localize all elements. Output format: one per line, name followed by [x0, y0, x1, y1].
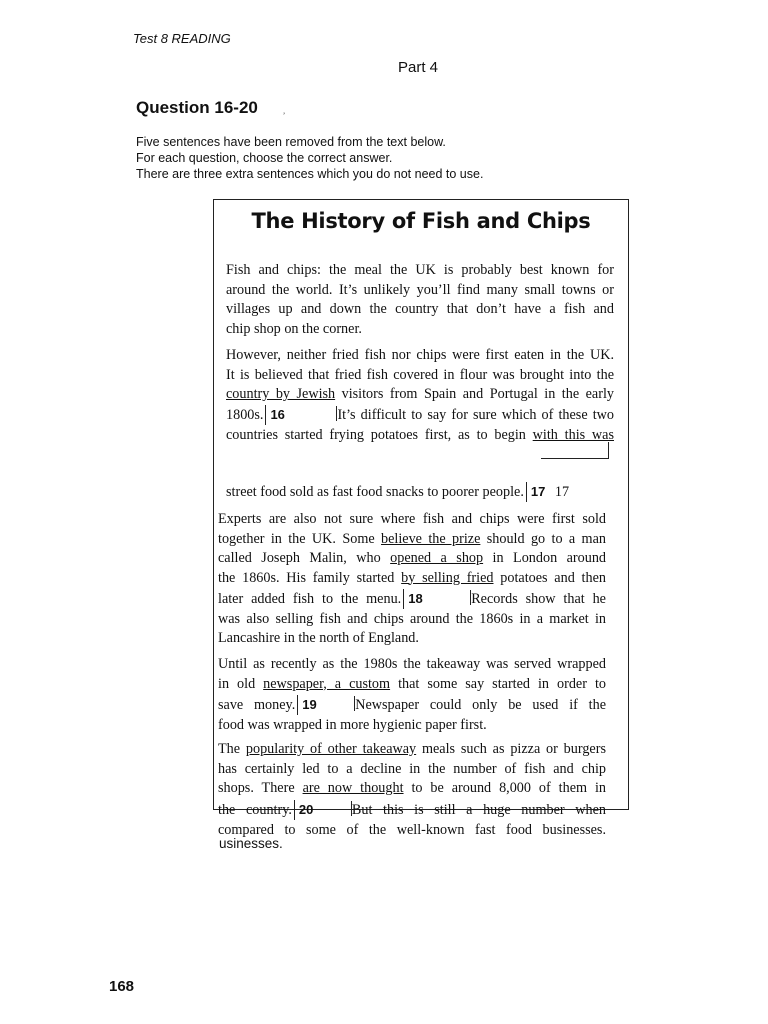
gap-17[interactable]	[526, 482, 549, 502]
text-segment: the country.	[218, 802, 292, 818]
text-segment: shops. There	[218, 780, 303, 796]
article-title: The History of Fish and Chips	[251, 209, 591, 233]
overflow-text: usinesses.	[219, 836, 283, 851]
underlined-text: with this was	[532, 426, 614, 443]
text-segment: It’s difficult to say for sure which of these two	[337, 407, 614, 423]
text-line: villages up and down the country that don’t have a fish and	[226, 301, 614, 317]
text-line: However, neither fried fish nor chips were first eaten in the UK.	[226, 347, 614, 363]
underlined-text: believe the prize	[381, 530, 481, 547]
text-segment: together in the UK. Some	[218, 530, 382, 547]
text-line	[226, 385, 614, 405]
text-segment: 1800s.	[226, 407, 264, 423]
text-segment: should go to a man	[480, 530, 606, 547]
article-box-border	[628, 199, 629, 810]
gap-19[interactable]	[297, 695, 352, 715]
text-segment: later added fish to the menu.	[218, 591, 402, 607]
text-segment: in old	[218, 675, 264, 692]
text-segment: But this is still a huge number when	[351, 802, 606, 818]
text-line: was also selling fish and chips around the 1860s in a market in	[218, 610, 606, 627]
test-label: Test 8 READING	[133, 31, 231, 46]
instruction-line: Five sentences have been removed from the text below.	[136, 135, 446, 149]
page-number: 168	[109, 978, 135, 995]
text-line: Fish and chips: the meal the UK is probably best known for	[226, 262, 614, 278]
text-segment: that some say started in order to	[390, 675, 606, 692]
paragraph-4-cont	[218, 695, 606, 735]
gap-number: 16	[270, 407, 285, 422]
part-label: Part 4	[398, 59, 439, 76]
gap-20[interactable]	[294, 800, 349, 820]
text-line: Experts are also not sure where fish and chips were first sold	[218, 511, 606, 527]
text-line: around the world. It’s unlikely you’ll find many small towns or	[226, 281, 614, 298]
underlined-text: are now thought	[302, 780, 404, 796]
text-line	[218, 695, 606, 716]
gap-number: 20	[298, 802, 314, 817]
paragraph-2-end	[226, 482, 614, 503]
paragraph-3	[218, 510, 606, 588]
text-segment: save money.	[218, 697, 296, 713]
text-line	[218, 740, 606, 760]
gap-number: 18	[408, 591, 423, 606]
text-line	[218, 779, 606, 799]
text-line	[218, 675, 606, 695]
instruction-line: There are three extra sentences which you do not need to use.	[136, 167, 484, 181]
underlined-text: newspaper, a custom	[263, 675, 391, 692]
paragraph-5-cont	[218, 800, 606, 840]
paragraph-1	[226, 261, 614, 339]
text-segment: street food sold as fast food snacks to poorer people.	[226, 484, 524, 500]
text-segment: Records show that he	[471, 591, 606, 607]
instructions	[136, 134, 483, 182]
text-line	[226, 482, 614, 503]
paragraph-3-cont	[218, 589, 606, 649]
text-segment: to be around 8,000 of them in	[403, 780, 607, 796]
text-segment: countries started frying potatoes first, as to begin	[226, 426, 533, 443]
text-line	[218, 800, 606, 821]
paragraph-2-cont	[226, 405, 614, 445]
gap-number: 17	[530, 484, 546, 499]
paragraph-2	[226, 346, 614, 405]
text-line: Until as recently as the 1980s the takeaway was served wrapped	[218, 656, 606, 672]
text-segment: Newspaper could only be used if the	[355, 697, 606, 713]
text-segment: called Joseph Malin, who	[218, 550, 391, 566]
text-line: It is believed that fried fish covered in flour was brought into the	[226, 366, 614, 383]
paragraph-5	[218, 740, 606, 799]
instruction-line: For each question, choose the correct answer.	[136, 151, 393, 165]
paragraph-4	[218, 655, 606, 694]
text-line: chip shop on the corner.	[226, 320, 362, 337]
gap-16[interactable]	[265, 405, 334, 425]
text-segment: 17	[551, 484, 570, 500]
gap-tail-box	[541, 442, 609, 459]
text-line	[218, 589, 606, 610]
text-line: has certainly led to a decline in the number of fish and chip	[218, 760, 606, 777]
text-segment: The	[218, 741, 246, 757]
text-line	[218, 549, 606, 569]
gap-18[interactable]	[403, 589, 468, 609]
underlined-text: by selling fried	[401, 569, 494, 586]
gap-number: 19	[302, 697, 317, 712]
underlined-text: opened a shop	[390, 550, 484, 566]
text-line	[218, 530, 606, 550]
text-segment: the 1860s. His family started	[218, 569, 402, 586]
question-title: Question 16-20	[136, 98, 258, 117]
text-line: food was wrapped in more hygienic paper first.	[218, 716, 487, 733]
text-segment: potatoes and then	[493, 569, 606, 586]
underlined-text: country by Jewish	[226, 386, 336, 402]
underlined-text: popularity of other takeaway	[245, 741, 417, 757]
text-line	[226, 405, 614, 426]
text-line: compared to some of the well-known fast food businesses.	[218, 821, 606, 838]
text-line: Lancashire in the north of England.	[218, 630, 419, 646]
article-box-border	[213, 199, 214, 810]
text-line	[218, 569, 606, 589]
text-segment: meals such as pizza or burgers	[416, 741, 606, 757]
article-box-border	[213, 199, 628, 200]
text-segment: visitors from Spain and Portugal in the early	[335, 386, 614, 402]
text-segment: in London around	[483, 550, 607, 566]
